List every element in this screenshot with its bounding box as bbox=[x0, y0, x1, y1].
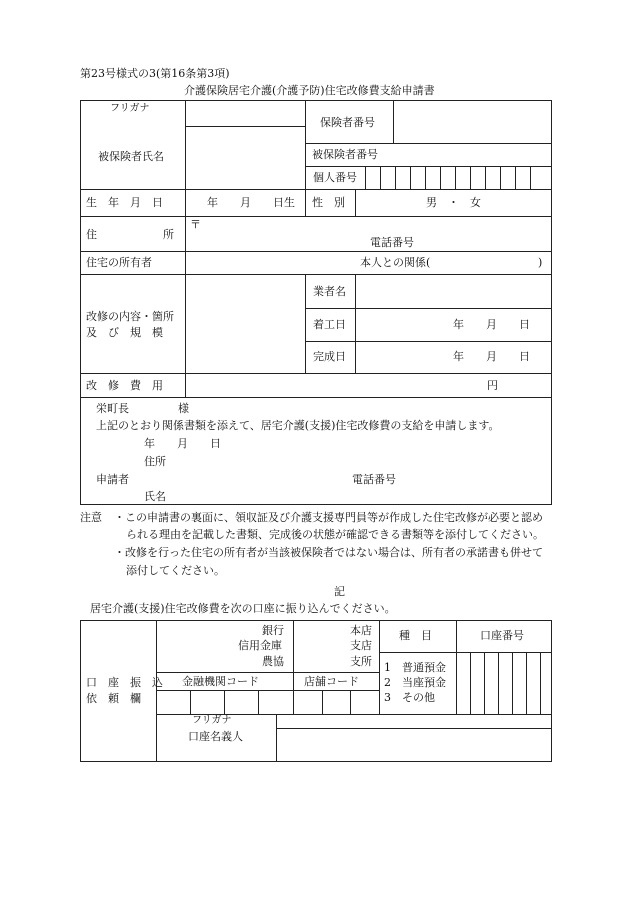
rule bbox=[80, 189, 552, 190]
rule bbox=[276, 728, 552, 729]
honorific: 様 bbox=[178, 402, 189, 415]
rule bbox=[80, 251, 552, 252]
holder-furigana-label: フリガナ bbox=[192, 715, 232, 726]
yen-label: 円 bbox=[487, 379, 498, 392]
rule bbox=[530, 166, 531, 189]
rule bbox=[484, 652, 485, 714]
rule bbox=[425, 166, 426, 189]
bank-type-bank: 銀行 bbox=[262, 624, 284, 637]
rule bbox=[365, 166, 366, 189]
form-number: 第23号様式の3(第16条第3項) bbox=[80, 67, 230, 80]
application-date: 年 月 日 bbox=[144, 437, 221, 450]
rule bbox=[156, 620, 157, 762]
address-label: 住 所 bbox=[86, 228, 174, 241]
rule bbox=[224, 690, 225, 714]
account-type-ordinary: 1 普通預金 bbox=[384, 661, 446, 674]
applicant-label: 申請者 bbox=[96, 473, 129, 486]
work-content-label: 改修の内容・箇所 bbox=[86, 310, 174, 323]
notes-label: 注意 bbox=[80, 511, 102, 524]
rule bbox=[80, 274, 552, 275]
rule bbox=[540, 652, 541, 714]
rule bbox=[305, 274, 306, 373]
rule bbox=[305, 341, 552, 342]
rule bbox=[380, 166, 381, 189]
rule bbox=[305, 189, 306, 216]
start-date-field: 年 月 日 bbox=[453, 318, 530, 331]
rule bbox=[305, 143, 552, 144]
owner-label: 住宅の所有者 bbox=[86, 256, 152, 269]
rule bbox=[305, 100, 306, 189]
gender-label: 性 別 bbox=[312, 196, 345, 209]
rule bbox=[293, 672, 294, 714]
account-number-header: 口座番号 bbox=[480, 629, 524, 642]
start-date-label: 着工日 bbox=[313, 318, 346, 331]
contractor-label: 業者名 bbox=[313, 285, 346, 298]
rule bbox=[322, 690, 323, 714]
rule bbox=[80, 216, 552, 217]
rule bbox=[350, 690, 351, 714]
rule bbox=[512, 652, 513, 714]
rule bbox=[80, 397, 552, 398]
branch-type-branch: 支店 bbox=[350, 639, 372, 652]
rule bbox=[393, 100, 394, 143]
rule bbox=[526, 652, 527, 714]
form-title: 介護保険居宅介護(介護予防)住宅改修費支給申請書 bbox=[184, 84, 435, 97]
transfer-instruction: 居宅介護(支援)住宅改修費を次の口座に振り込んでください。 bbox=[90, 602, 396, 615]
branch-type-sub: 支所 bbox=[350, 655, 372, 668]
rule bbox=[355, 189, 356, 216]
phone-label: 電話番号 bbox=[370, 236, 414, 249]
bank-type-credit-union: 信用金庫 bbox=[238, 639, 282, 652]
addressee: 栄町長 bbox=[96, 402, 129, 415]
furigana-label: フリガナ bbox=[110, 103, 150, 114]
rule bbox=[355, 274, 356, 373]
rule bbox=[470, 166, 471, 189]
cost-label: 改 修 費 用 bbox=[86, 379, 163, 392]
applicant-phone-label: 電話番号 bbox=[352, 473, 396, 486]
rule bbox=[456, 620, 457, 714]
insured-number-label: 被保険者番号 bbox=[312, 148, 378, 161]
rule bbox=[305, 308, 552, 309]
rule bbox=[80, 373, 552, 374]
application-statement: 上記のとおり関係書類を添えて、居宅介護(支援)住宅改修費の支給を申請します。 bbox=[96, 419, 500, 432]
note-2-line-2: 添付してください。 bbox=[126, 564, 225, 577]
insured-name-label: 被保険者氏名 bbox=[98, 150, 164, 163]
rule bbox=[470, 652, 471, 714]
account-type-current: 2 当座預金 bbox=[384, 676, 446, 689]
rule bbox=[485, 166, 486, 189]
note-1-line-1: ・この申請書の裏面に、領収証及び介護支援専門員等が作成した住宅改修が必要と認め bbox=[114, 511, 543, 524]
bank-label-1: 口 座 振 込 bbox=[86, 676, 163, 689]
rule bbox=[500, 166, 501, 189]
gender-options: 男 ・ 女 bbox=[426, 196, 481, 209]
postal-mark: 〒 bbox=[190, 218, 201, 231]
account-type-other: 3 その他 bbox=[384, 691, 435, 704]
institution-code-label: 金融機関コード bbox=[182, 675, 259, 688]
account-type-header: 種 目 bbox=[399, 629, 432, 642]
work-scale-label: 及 び 規 模 bbox=[86, 326, 163, 339]
rule bbox=[498, 652, 499, 714]
rule bbox=[440, 166, 441, 189]
personal-number-label: 個人番号 bbox=[313, 171, 357, 184]
relation-label: 本人との関係( bbox=[360, 256, 431, 269]
rule bbox=[410, 166, 411, 189]
note-1-line-2: られる理由を記載した書類、完成後の状態が確認できる書類等を添付してください。 bbox=[126, 528, 544, 541]
rule bbox=[293, 620, 294, 672]
birth-date-field: 年 月 日生 bbox=[207, 196, 295, 209]
bank-type-agri-coop: 農協 bbox=[262, 655, 284, 668]
insurer-number-label: 保険者番号 bbox=[320, 116, 375, 129]
rule bbox=[185, 126, 305, 127]
complete-date-label: 完成日 bbox=[313, 350, 346, 363]
rule bbox=[258, 690, 259, 714]
rule bbox=[395, 166, 396, 189]
account-holder-label: 口座名義人 bbox=[188, 730, 243, 743]
complete-date-field: 年 月 日 bbox=[453, 350, 530, 363]
applicant-name-label: 氏名 bbox=[144, 490, 166, 503]
rule bbox=[156, 672, 379, 673]
note-2-line-1: ・改修を行った住宅の所有者が当該被保険者ではない場合は、所有者の承諾書も併せて bbox=[114, 546, 543, 559]
rule bbox=[515, 166, 516, 189]
rule bbox=[190, 690, 191, 714]
birth-date-label: 生 年 月 日 bbox=[86, 196, 163, 209]
rule bbox=[185, 100, 186, 397]
branch-code-label: 店舗コード bbox=[304, 675, 359, 688]
branch-type-head: 本店 bbox=[350, 624, 372, 637]
record-heading: 記 bbox=[334, 585, 345, 598]
relation-close: ) bbox=[538, 256, 543, 269]
rule bbox=[379, 620, 380, 714]
rule bbox=[276, 714, 277, 762]
bank-label-2: 依 頼 欄 bbox=[86, 692, 141, 705]
applicant-address-label: 住所 bbox=[144, 455, 166, 468]
rule bbox=[455, 166, 456, 189]
